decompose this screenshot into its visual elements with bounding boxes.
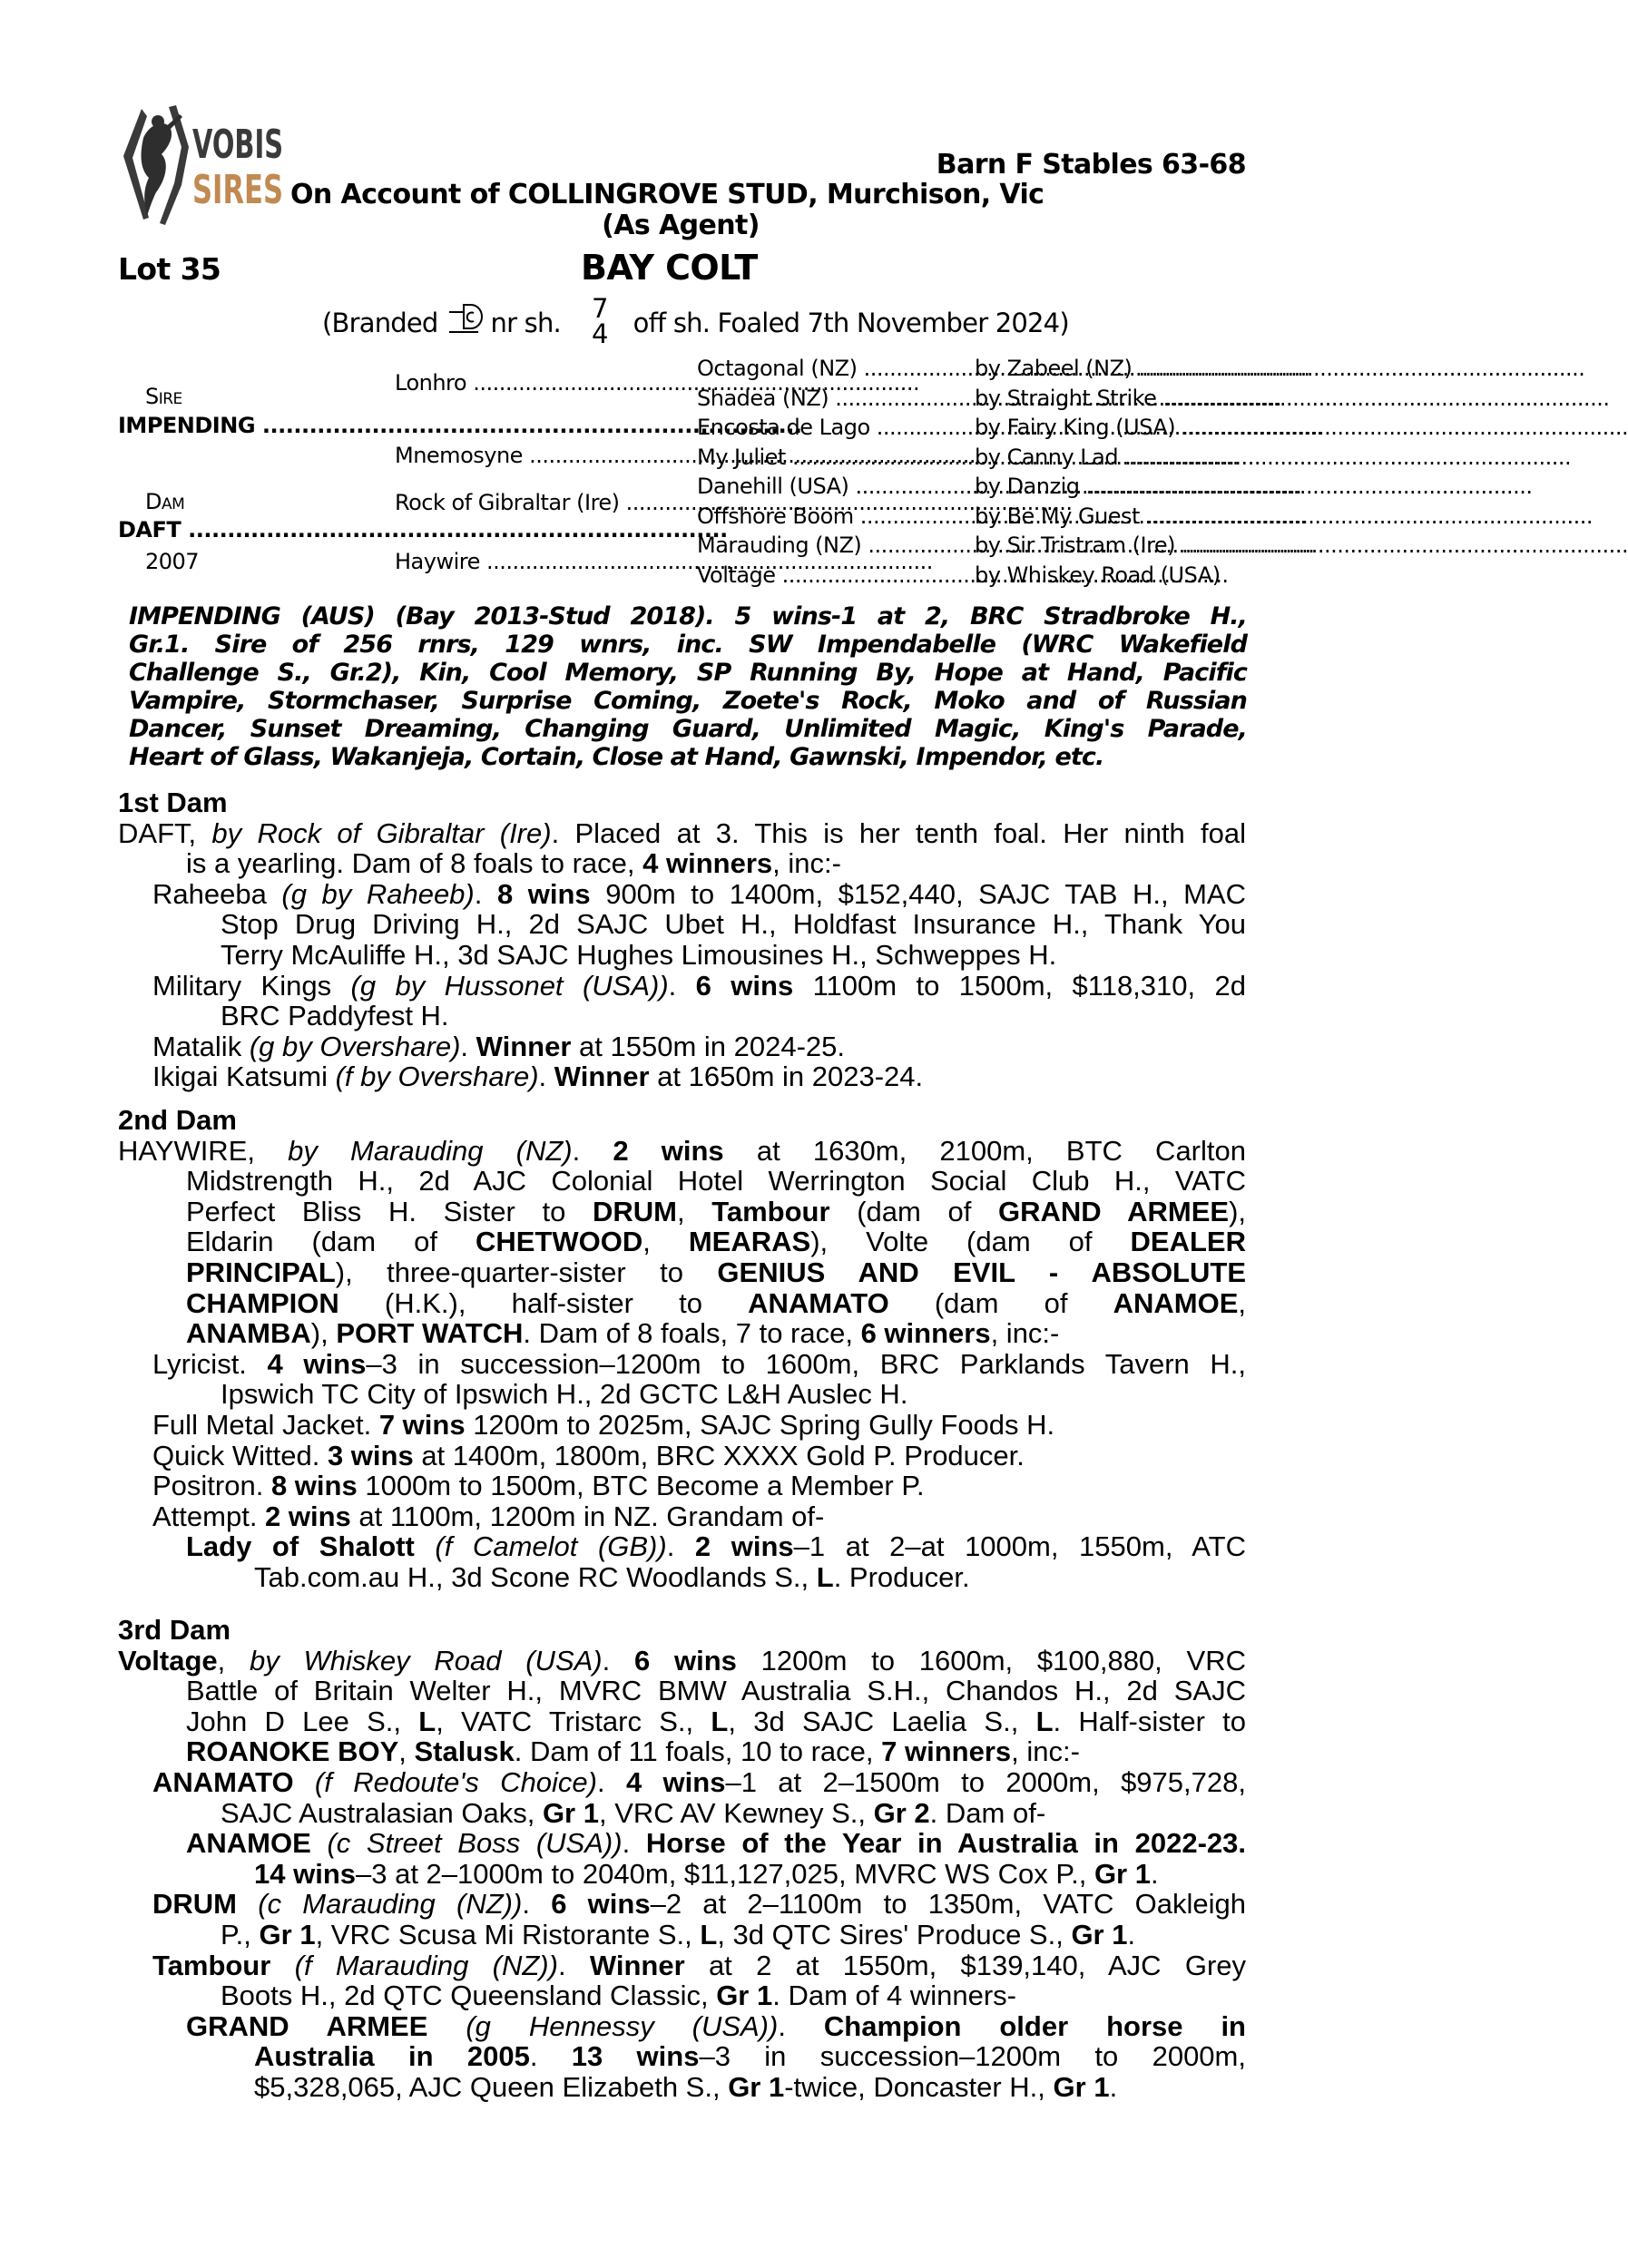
gen4-name: by Danzig	[975, 474, 1080, 499]
bold-text: Gr 1	[542, 1796, 599, 1829]
bold-text: Champion older horse in	[823, 2009, 1246, 2042]
pedigree-line	[118, 1257, 1246, 1288]
text-run: . Dam of 11 foals, 10 to race,	[514, 1735, 882, 1768]
bold-text: GRAND ARMEE	[186, 2009, 428, 2042]
bold-text: 4 wins	[625, 1765, 726, 1798]
text-run: .	[778, 2009, 824, 2042]
text-run: $5,328,065, AJC Queen Elizabeth S.,	[254, 2070, 729, 2103]
gen2-name: Rock of Gibraltar (Ire)	[395, 490, 620, 515]
text-run: .	[522, 1888, 552, 1921]
text-run: , 3d QTC Sires' Produce S.,	[717, 1918, 1072, 1950]
gen3-name: Marauding (NZ)	[697, 533, 862, 558]
gen3-ancestor	[697, 356, 975, 381]
pedigree-line	[118, 1531, 1246, 1562]
lot-title: BAY COLT	[581, 248, 758, 288]
bold-text: 7 wins	[378, 1408, 466, 1441]
bold-text: 6 winners	[860, 1317, 991, 1350]
logo-text-sires: SIRES	[192, 167, 283, 213]
gen4-sire	[975, 474, 1243, 499]
bold-text: Lady of Shalott	[186, 1530, 415, 1563]
pedigree-line	[118, 1562, 1246, 1593]
bold-text: MEARAS	[688, 1226, 811, 1258]
pedigree-line	[118, 2072, 1246, 2103]
italic-text: (f Marauding (NZ))	[294, 1949, 558, 1981]
gen4-sire	[975, 562, 1243, 588]
pedigree-line	[118, 1706, 1246, 1737]
pedigree-line	[118, 1646, 1246, 1677]
text-run: 1200m to 1600m, $100,880, VRC	[736, 1644, 1246, 1677]
text-run: DAFT,	[118, 816, 212, 849]
bold-text: Tambour	[711, 1195, 830, 1227]
vendor-account: On Account of COLLINGROVE STUD, Murchison, Vic	[290, 179, 1044, 210]
bold-text: 6 wins	[551, 1888, 651, 1921]
italic-text: (g Hennessy (USA))	[466, 2009, 779, 2042]
text-run: ,	[217, 1644, 250, 1677]
gen4-sire	[975, 445, 1243, 470]
grandsire-maternal	[395, 490, 680, 515]
bold-text: GENIUS AND EVIL - ABSOLUTE	[717, 1256, 1246, 1288]
gen2-name: Haywire	[395, 549, 480, 574]
text-run: .	[557, 1949, 590, 1981]
bold-text: 8 wins	[496, 877, 591, 910]
dam-label: Dam	[145, 489, 185, 514]
pedigree-line	[118, 1828, 1246, 1859]
bold-text: PORT WATCH	[336, 1317, 524, 1350]
logo-text-vobis: VOBIS	[192, 122, 283, 168]
pedigree-line	[118, 1031, 1246, 1062]
bold-text: GRAND ARMEE	[997, 1195, 1230, 1227]
pedigree-line	[118, 1471, 1246, 1501]
bold-text: L	[700, 1918, 718, 1950]
bold-text: Gr 1	[1071, 1918, 1128, 1950]
section-heading: 3rd Dam	[118, 1614, 231, 1646]
bold-text: ANAMATO	[748, 1286, 889, 1319]
text-run: ), three-quarter-sister to	[335, 1256, 718, 1288]
text-run: John D Lee S.,	[186, 1705, 419, 1737]
pedigree-line	[118, 1318, 1246, 1349]
bold-text: L	[418, 1705, 436, 1737]
bold-text: 4 wins	[267, 1347, 367, 1380]
pedigree-line	[118, 1410, 1246, 1441]
gen4-sire	[975, 503, 1243, 529]
bold-text: Gr 2	[873, 1796, 930, 1829]
bold-text: L	[1035, 1705, 1054, 1737]
branded-suffix: off sh. Foaled 7th November 2024)	[633, 308, 1069, 338]
text-run: at 1630m, 2100m, BTC Carlton	[723, 1134, 1246, 1167]
bold-text: Horse of the Year in Australia in 2022-23.	[645, 1827, 1246, 1860]
text-run: Matalik	[152, 1030, 250, 1062]
text-run: ,	[676, 1195, 712, 1227]
bold-text: CHAMPION	[186, 1286, 339, 1319]
bold-text: ANAMOE	[1113, 1286, 1239, 1319]
bold-text: ANAMATO	[152, 1765, 294, 1798]
text-run: is a yearling. Dam of 8 foals to race,	[186, 847, 643, 880]
text-run: . Producer.	[833, 1560, 970, 1593]
agent-note: (As Agent)	[602, 210, 760, 241]
first-dam-section	[118, 787, 1246, 1092]
text-run: –1 at 2–1500m to 2000m, $975,728,	[725, 1765, 1246, 1798]
pedigree-line	[118, 1349, 1246, 1380]
text-run: Military Kings	[152, 969, 351, 1002]
gen4-name: by Be My Guest	[975, 503, 1140, 529]
bold-text: L	[711, 1705, 729, 1737]
gen4-name: by Canny Lad	[975, 444, 1119, 470]
gen3-ancestor	[697, 445, 960, 470]
granddam-maternal	[395, 549, 680, 574]
pedigree-line	[118, 1676, 1246, 1706]
text-run: –2 at 2–1100m to 1350m, VATC Oakleigh	[650, 1888, 1246, 1921]
text-run: (H.K.), half-sister to	[338, 1286, 749, 1319]
italic-text: (c Marauding (NZ))	[258, 1888, 523, 1921]
text-run: Attempt.	[152, 1500, 266, 1532]
text-run: . Dam of 8 foals, 7 to race,	[523, 1317, 861, 1350]
text-run: , inc:-	[990, 1317, 1060, 1350]
bold-text: 14 wins	[254, 1857, 356, 1890]
bold-text: Voltage	[118, 1644, 218, 1677]
gen3-name: Offshore Boom	[697, 503, 854, 529]
text-run: .	[1109, 2070, 1118, 2103]
text-run: ),	[310, 1317, 337, 1350]
sire-label: Sire	[145, 384, 182, 409]
text-run: Quick Witted.	[152, 1439, 328, 1471]
text-run	[311, 1827, 328, 1859]
sire-name	[118, 413, 372, 438]
gen4-sire	[975, 386, 1243, 411]
bold-text: 2 wins	[265, 1500, 351, 1532]
bold-text: Australia in 2005	[254, 2040, 530, 2073]
text-run: . Dam of-	[929, 1796, 1046, 1829]
text-run: .	[460, 1030, 476, 1062]
bold-text: CHETWOOD	[475, 1226, 643, 1258]
sire-description-line: Dancer, Sunset Dreaming, Changing Guard, Unlimited Magic, King's Parade,	[129, 715, 1247, 743]
text-run: Full Metal Jacket.	[152, 1408, 379, 1441]
text-run: Boots H., 2d QTC Queensland Classic,	[221, 1980, 717, 2012]
italic-text: (f Camelot (GB))	[435, 1530, 667, 1563]
text-run: –3 in succession–1200m to 1600m, BRC Parklands Tavern H.,	[366, 1347, 1246, 1380]
text-run: BRC Paddyfest H.	[221, 1000, 449, 1032]
text-run: .	[668, 969, 696, 1002]
branded-prefix: (Branded	[322, 308, 438, 338]
text-run: (dam of	[829, 1195, 998, 1227]
italic-text: by Marauding (NZ)	[288, 1134, 573, 1167]
bold-text: PRINCIPAL	[186, 1256, 336, 1288]
gen4-name: by Straight Strike	[975, 385, 1157, 411]
text-run: .	[529, 2040, 572, 2073]
text-run: .	[622, 1827, 646, 1860]
gen4-sire	[975, 415, 1243, 440]
text-run: P.,	[221, 1918, 260, 1950]
bold-text: 3 wins	[327, 1439, 414, 1471]
text-run: at 1100m, 1200m in NZ. Grandam of-	[350, 1500, 825, 1532]
pedigree-line	[118, 1441, 1246, 1471]
text-run: Battle of Britain Welter H., MVRC BMW Australia S.H., Chandos H., 2d SAJC	[186, 1675, 1246, 1707]
pedigree-line	[118, 1736, 1246, 1767]
pedigree-line	[118, 1859, 1246, 1890]
pedigree-line	[118, 971, 1246, 1002]
bold-text: DRUM	[152, 1888, 237, 1921]
pedigree-line	[118, 1061, 1246, 1092]
dam-name-text: DAFT	[118, 517, 181, 543]
text-run: ), Volte (dam of	[810, 1226, 1131, 1258]
pedigree-line	[118, 1379, 1246, 1410]
gen3-name: Voltage	[697, 562, 776, 588]
pedigree-line	[118, 818, 1246, 849]
text-run: Terry McAuliffe H., 3d SAJC Hughes Limousines H., Schweppes H.	[221, 938, 1057, 971]
text-run: , inc:-	[772, 847, 841, 880]
text-run: Positron.	[152, 1470, 271, 1502]
bold-text: Gr 1	[716, 1980, 773, 2012]
fraction-top: 7	[591, 293, 608, 324]
pedigree-line	[118, 1501, 1246, 1532]
gen3-ancestor	[697, 533, 960, 558]
pedigree-line	[118, 2041, 1246, 2072]
bold-text: 13 wins	[571, 2040, 700, 2073]
gen4-name: by Whiskey Road (USA)	[975, 562, 1221, 588]
text-run: Ipswich TC City of Ipswich H., 2d GCTC L&H Auslec H.	[221, 1378, 908, 1411]
text-run: 1000m to 1500m, BTC Become a Member P.	[357, 1470, 925, 1502]
bold-text: ROANOKE BOY	[186, 1735, 399, 1768]
text-run: –3 in succession–1200m to 2000m,	[699, 2040, 1246, 2073]
text-run	[270, 1950, 294, 1981]
pedigree-line	[118, 1136, 1246, 1167]
text-run: . Placed at 3. This is her tenth foal. Her ninth foal	[551, 816, 1246, 849]
text-run: Midstrength H., 2d AJC Colonial Hotel Werrington Social Club H., VATC	[186, 1165, 1246, 1198]
text-run: at 1550m in 2024-25.	[571, 1030, 846, 1062]
text-run: ,	[398, 1735, 415, 1768]
bold-text: 8 wins	[270, 1470, 358, 1502]
gen3-ancestor	[697, 415, 960, 440]
bold-text: 2 wins	[613, 1134, 724, 1167]
text-run: , 3d SAJC Laelia S.,	[728, 1705, 1036, 1737]
bold-text: ANAMBA	[186, 1317, 311, 1350]
italic-text: by Whiskey Road (USA)	[250, 1644, 603, 1677]
text-run: , inc:-	[1011, 1735, 1080, 1768]
pedigree-line	[118, 1288, 1246, 1319]
pedigree-line	[118, 909, 1246, 940]
pedigree-line	[118, 1889, 1246, 1920]
text-run: at 1400m, 1800m, BRC XXXX Gold P. Producer.	[413, 1439, 1025, 1471]
text-run: Eldarin (dam of	[186, 1226, 476, 1258]
text-run: HAYWIRE,	[118, 1134, 289, 1167]
sire-description-line: Vampire, Stormchaser, Surprise Coming, Zoete's Rock, Moko and of Russian	[129, 687, 1247, 715]
pedigree-line	[118, 1980, 1246, 2011]
text-run: SAJC Australasian Oaks,	[221, 1796, 543, 1829]
text-run: .	[474, 877, 497, 910]
gen3-name: My Juliet	[697, 444, 786, 470]
sire-name-text: IMPENDING	[118, 413, 256, 438]
gen4-sire	[975, 356, 1243, 381]
text-run: Tab.com.au H., 3d Scone RC Woodlands S.,	[254, 1560, 817, 1593]
text-run: ,	[642, 1226, 689, 1258]
bold-text: Gr 1	[1094, 1857, 1151, 1890]
pedigree-line	[118, 1920, 1246, 1950]
text-run: Perfect Bliss H. Sister to	[186, 1195, 593, 1227]
gen4-name: by Sir Tristram (Ire)	[975, 533, 1176, 558]
gen3-ancestor	[697, 386, 960, 411]
bold-text: Gr 1	[259, 1918, 316, 1950]
sire-description-line: Challenge S., Gr.2), Kin, Cool Memory, SP Running By, Hope at Hand, Pacific	[129, 659, 1247, 687]
grandsire-paternal	[395, 370, 680, 396]
sire-description-line: IMPENDING (AUS) (Bay 2013-Stud 2018). 5 wins-1 at 2, BRC Stradbroke H.,	[129, 602, 1247, 631]
pedigree-line	[118, 1798, 1246, 1829]
text-run: .	[602, 1644, 634, 1677]
sire-description-line: Heart of Glass, Wakanjeja, Cortain, Close at Hand, Gawnski, Impendor, etc.	[129, 743, 1104, 771]
bold-text: DEALER	[1130, 1226, 1246, 1258]
text-run: Stop Drug Driving H., 2d SAJC Ubet H., Holdfast Insurance H., Thank You	[221, 908, 1246, 941]
gen3-ancestor	[697, 474, 960, 499]
text-run: Ikigai Katsumi	[152, 1061, 336, 1093]
pedigree-table	[0, 0, 1361, 599]
granddam-paternal	[395, 443, 680, 468]
text-run: . Dam of 4 winners-	[772, 1980, 1016, 2012]
italic-text: (f by Overshare)	[335, 1061, 539, 1093]
gen3-name: Danehill (USA)	[697, 474, 849, 499]
pedigree-line	[118, 1227, 1246, 1257]
pedigree-line	[118, 1166, 1246, 1197]
text-run: -twice, Doncaster H.,	[784, 2070, 1054, 2103]
bold-text: Winner	[476, 1030, 572, 1062]
barn-location: Barn F Stables 63-68	[936, 149, 1246, 181]
bold-text: L	[816, 1560, 834, 1593]
text-run: .	[597, 1765, 626, 1798]
text-run: ,	[1238, 1286, 1246, 1319]
italic-text: (g by Raheeb)	[281, 877, 475, 910]
sire-description	[129, 602, 1247, 771]
text-run: , VRC Scusa Mi Ristorante S.,	[315, 1918, 701, 1950]
bold-text: 2 wins	[694, 1530, 794, 1563]
text-run: at 2 at 1550m, $139,140, AJC Grey	[684, 1949, 1247, 1981]
italic-text: (g by Hussonet (USA))	[350, 969, 669, 1002]
bold-text: 7 winners	[881, 1735, 1012, 1768]
bold-text: Stalusk	[414, 1735, 515, 1768]
bold-text: Gr 1	[728, 2070, 785, 2103]
gen2-name: Mnemosyne	[395, 443, 523, 468]
text-run: .	[1127, 1918, 1136, 1950]
pedigree-line	[118, 1197, 1246, 1227]
text-run	[427, 2010, 466, 2042]
bold-text: 6 wins	[695, 969, 794, 1002]
text-run: .	[538, 1061, 554, 1093]
text-run: . Half-sister to	[1053, 1705, 1246, 1737]
bold-text: DRUM	[592, 1195, 677, 1227]
text-run: ),	[1229, 1195, 1246, 1227]
text-run: at 1650m in 2023-24.	[649, 1061, 924, 1093]
pedigree-line	[118, 940, 1246, 971]
pedigree-line	[118, 1001, 1246, 1031]
lot-number: Lot 35	[118, 251, 221, 287]
gen4-name: by Zabeel (NZ)	[975, 356, 1133, 381]
bold-text: Winner	[589, 1949, 685, 1981]
text-run: –1 at 2–at 1000m, 1550m, ATC	[793, 1530, 1247, 1563]
italic-text: (g by Overshare)	[249, 1030, 461, 1062]
branded-near-shoulder: nr sh.	[490, 308, 561, 338]
bold-text: 4 winners	[642, 847, 773, 880]
pedigree-line	[118, 1950, 1246, 1981]
second-dam-section	[118, 1105, 1246, 1593]
pedigree-line	[118, 2011, 1246, 2042]
italic-text: (c Street Boss (USA))	[327, 1827, 623, 1860]
gen4-name: by Fairy King (USA)	[975, 415, 1176, 440]
text-run	[415, 1530, 436, 1562]
fraction-bottom: 4	[591, 318, 608, 349]
section-heading: 2nd Dam	[118, 1104, 237, 1136]
sire-description-line: Gr.1. Sire of 256 rnrs, 129 wnrs, inc. SW Impendabelle (WRC Wakefield	[129, 631, 1247, 659]
text-run: 900m to 1400m, $152,440, SAJC TAB H., MAC	[590, 877, 1246, 910]
text-run: .	[572, 1134, 613, 1167]
third-dam-section	[118, 1615, 1246, 2103]
text-run	[294, 1766, 315, 1798]
gen4-sire	[975, 533, 1243, 558]
text-run: 1200m to 2025m, SAJC Spring Gully Foods H.	[465, 1408, 1055, 1441]
text-run: , VRC AV Kewney S.,	[598, 1796, 874, 1829]
gen3-name: Octagonal (NZ)	[697, 356, 858, 381]
gen3-name: Shadea (NZ)	[697, 385, 829, 411]
text-run: Raheeba	[152, 877, 282, 910]
bold-text: Winner	[554, 1061, 650, 1093]
pedigree-line	[118, 848, 1246, 879]
italic-text: by Rock of Gibraltar (Ire)	[211, 816, 552, 849]
dam-year: 2007	[145, 549, 200, 574]
text-run: , VATC Tristarc S.,	[436, 1705, 711, 1737]
text-run: –3 at 2–1000m to 2040m, $11,127,025, MVRC WS Cox P.,	[356, 1857, 1094, 1890]
pedigree-line	[118, 879, 1246, 910]
gen3-ancestor	[697, 562, 960, 588]
text-run: .	[1150, 1857, 1159, 1890]
section-heading: 1st Dam	[118, 787, 228, 818]
gen3-ancestor	[697, 503, 960, 529]
bold-text: Gr 1	[1053, 2070, 1110, 2103]
bold-text: ANAMOE	[186, 1827, 311, 1860]
pedigree-line	[118, 1767, 1246, 1798]
gen3-name: Encosta de Lago	[697, 415, 870, 440]
bold-text: 6 wins	[633, 1644, 737, 1677]
gen2-name: Lonhro	[395, 370, 467, 396]
text-run: .	[666, 1530, 695, 1563]
italic-text: (f Redoute's Choice)	[314, 1765, 597, 1798]
text-run: Lyricist.	[152, 1347, 268, 1380]
text-run	[237, 1888, 258, 1920]
dam-name	[118, 517, 372, 543]
text-run: 1100m to 1500m, $118,310, 2d	[793, 969, 1246, 1002]
text-run: (dam of	[888, 1286, 1113, 1319]
bold-text: Tambour	[152, 1949, 271, 1981]
